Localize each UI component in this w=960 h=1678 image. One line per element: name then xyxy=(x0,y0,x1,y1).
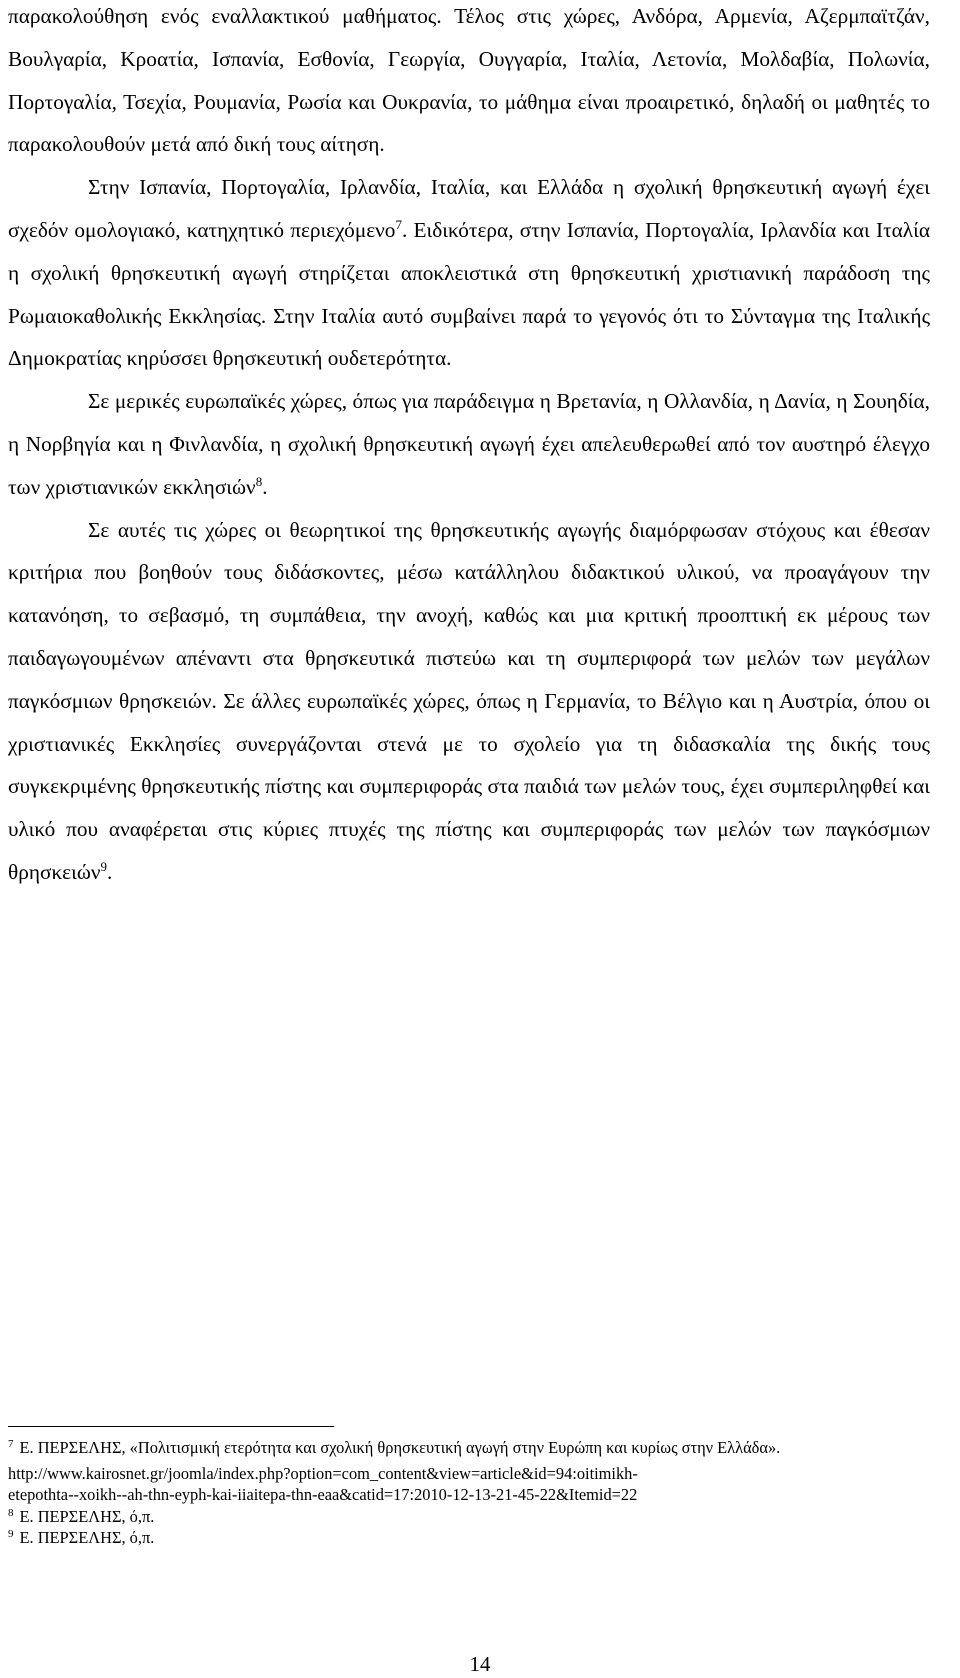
footnote-ref-7[interactable]: 7 xyxy=(395,216,402,232)
paragraph-4-text-a: Σε αυτές τις χώρες οι θεωρητικοί της θρησκευτικής αγωγής διαμόρφωσαν στόχους και έθεσαν κριτήρια που βοηθούν τους διδάσκοντες, μέσω κατάλληλου διδακτικού υλικού, να προαγάγουν την κατανόηση, το σεβασμό, τη συμπάθεια, την ανοχή, καθώς και μια κριτική προοπτική εκ μέρους των παιδαγωγουμένων απέναντι στα θρησκευτικά πιστεύω και τη συμπεριφορά των μελών των μεγάλων παγκόσμιων θρησκειών. Σε άλλες ευρωπαϊκές χώρες, όπως η Γερμανία, το Βέλγιο και η Αυστρία, όπου οι χριστιανικές Εκκλησίες συνεργάζονται στενά με το σχολείο για τη διδασκαλία της δικής τους συγκεκριμένης θρησκευτικής πίστης και συμπεριφοράς στα παιδιά των μελών τους, έχει συμπεριληφθεί και υλικό που αναφέρεται στις κύριες πτυχές της πίστης και συμπεριφοράς των μελών των παγκόσμιων θρησκειών xyxy=(8,517,930,884)
footnotes xyxy=(8,1437,930,1549)
footnote-text: Ε. ΠΕΡΣΕΛΗΣ, ό,π. xyxy=(19,1528,155,1547)
paragraph-3-text-a: Σε μερικές ευρωπαϊκές χώρες, όπως για παράδειγμα η Βρετανία, η Ολλανδία, η Δανία, η Σουηδία, η Νορβηγία και η Φινλανδία, η σχολική θρησκευτική αγωγή έχει απελευθερωθεί από τον αυστηρό έλεγχο των χριστιανικών εκκλησιών xyxy=(8,389,930,499)
paragraph-1-text: παρακολούθηση ενός εναλλακτικού μαθήματος. Τέλος στις χώρες, Ανδόρα, Αρμενία, Αζερμπαϊτζάν, Βουλγαρία, Κροατία, Ισπανία, Εσθονία, Γεωργία, Ουγγαρία, Ιταλία, Λετονία, Μολδαβία, Πολωνία, Πορτογαλία, Τσεχία, Ρουμανία, Ρωσία και Ουκρανία, το μάθημα είναι προαιρετικό, δηλαδή οι μαθητές το παρακολουθούν μετά από δική τους αίτηση. xyxy=(8,4,930,157)
paragraph-3-text-b: . xyxy=(262,474,268,499)
footnote-ref-8[interactable]: 8 xyxy=(255,473,263,489)
paragraph-4 xyxy=(8,509,930,894)
footnote-url-line-1[interactable]: http://www.kairosnet.gr/joomla/index.php?option=com_content&view=article&id=94:oitimikh- xyxy=(8,1463,638,1483)
footnote-number: 9 xyxy=(8,1528,14,1540)
paragraph-2-text-a: Στην Ισπανία, Πορτογαλία, Ιρλανδία, Ιταλία, και Ελλάδα η σχολική θρησκευτική αγωγή έχει σχεδόν ομολογιακό, κατηχητικό περιεχόμενο xyxy=(8,175,930,242)
footnote-text: Ε. ΠΕΡΣΕΛΗΣ, ό,π. xyxy=(19,1506,155,1526)
page-number: 14 xyxy=(469,1652,491,1676)
footnote-number: 7 xyxy=(8,1438,14,1450)
footnote-text: Ε. ΠΕΡΣΕΛΗΣ, «Πολιτισμική ετερότητα και σχολική θρησκευτική αγωγή στην Ευρώπη και κυρίως στην Ελλάδα». xyxy=(19,1438,781,1457)
footnote-ref-9[interactable]: 9 xyxy=(100,858,107,874)
footnote-7 xyxy=(8,1437,930,1459)
paragraph-1 xyxy=(8,0,930,166)
footnote-separator xyxy=(8,1426,334,1427)
footnote-9 xyxy=(8,1527,930,1549)
paragraph-4-text-b: . xyxy=(107,859,113,884)
footnote-7-url[interactable] xyxy=(8,1463,930,1506)
footnote-8 xyxy=(8,1506,930,1528)
body-text xyxy=(8,0,930,894)
paragraph-3 xyxy=(8,380,930,508)
paragraph-2-text-b: . Ειδικότερα, στην Ισπανία, Πορτογαλία, Ιρλανδία και Ιταλία η σχολική θρησκευτική αγωγή στηρίζεται αποκλειστικά στη θρησκευτική χριστιανική παράδοση της Ρωμαιοκαθολικής Εκκλησίας. Στην Ιταλία αυτό συμβαίνει παρά το γεγονός ότι το Σύνταγμα της Ιταλικής Δημοκρατίας κηρύσσει θρησκευτική ουδετερότητα. xyxy=(8,217,931,371)
footnote-url-line-2[interactable]: etepothta--xoikh--ah-thn-eyph-kai-iiaitepa-thn-eaa&catid=17:2010-12-13-21-45-22&Itemid=22 xyxy=(8,1485,638,1504)
footnote-number: 8 xyxy=(8,1506,14,1519)
paragraph-2 xyxy=(8,166,930,380)
